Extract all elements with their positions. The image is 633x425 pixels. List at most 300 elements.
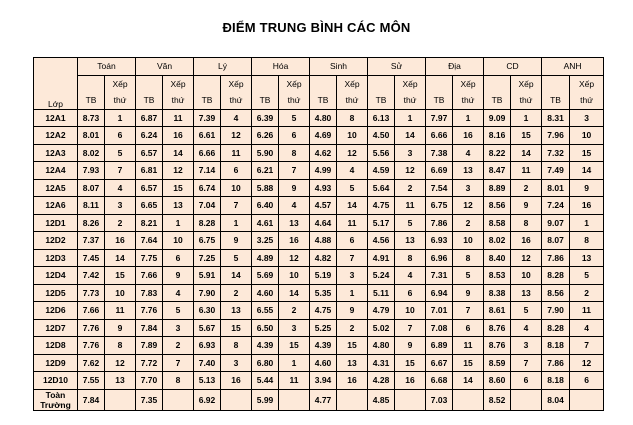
rank-cell: 4 — [279, 197, 310, 215]
average-score-cell: 8.61 — [484, 302, 511, 320]
school-rank-empty-cell — [105, 389, 136, 410]
rank-cell: 8 — [105, 337, 136, 355]
class-name-cell: 12A3 — [34, 144, 78, 162]
rank-cell: 11 — [221, 144, 252, 162]
class-name-cell: 12D3 — [34, 249, 78, 267]
rank-cell: 2 — [279, 302, 310, 320]
average-score-cell: 5.69 — [252, 267, 279, 285]
average-score-cell: 5.91 — [194, 267, 221, 285]
rank-cell: 1 — [279, 354, 310, 372]
school-average-cell: 8.04 — [542, 389, 570, 410]
school-total-label-line1: Toàn — [45, 389, 66, 400]
rank-cell: 9 — [570, 179, 604, 197]
rank-cell: 15 — [163, 179, 194, 197]
average-score-cell: 4.62 — [310, 144, 337, 162]
rank-cell: 1 — [221, 214, 252, 232]
table-row — [34, 284, 604, 302]
rank-header-bottom: thứ — [337, 92, 368, 109]
rank-cell: 12 — [279, 249, 310, 267]
average-score-cell: 6.13 — [368, 109, 395, 127]
rank-cell: 15 — [395, 354, 426, 372]
tb-header: TB — [426, 92, 453, 109]
rank-cell: 10 — [395, 302, 426, 320]
rank-cell: 5 — [279, 109, 310, 127]
rank-cell: 16 — [337, 372, 368, 390]
average-score-cell: 5.56 — [368, 144, 395, 162]
average-score-cell: 8.26 — [78, 214, 105, 232]
rank-cell: 8 — [221, 337, 252, 355]
average-score-cell: 8.07 — [542, 232, 570, 250]
rank-cell: 11 — [105, 302, 136, 320]
class-name-cell: 12D5 — [34, 284, 78, 302]
rank-cell: 6 — [395, 284, 426, 302]
average-score-cell: 5.24 — [368, 267, 395, 285]
subject-header: Văn — [136, 58, 194, 76]
class-name-cell: 12D9 — [34, 354, 78, 372]
rank-cell: 6 — [511, 372, 542, 390]
average-score-cell: 4.80 — [368, 337, 395, 355]
rank-cell: 11 — [279, 372, 310, 390]
school-average-cell: 6.92 — [194, 389, 221, 410]
rank-cell: 11 — [163, 109, 194, 127]
average-score-cell: 6.30 — [194, 302, 221, 320]
class-name-cell: 12D8 — [34, 337, 78, 355]
school-average-cell: 4.85 — [368, 389, 395, 410]
tb-header-spacer — [310, 75, 337, 92]
average-score-cell: 4.80 — [310, 109, 337, 127]
class-name-cell: 12D4 — [34, 267, 78, 285]
rank-cell: 13 — [337, 354, 368, 372]
rank-cell: 13 — [395, 232, 426, 250]
tb-header-spacer — [194, 75, 221, 92]
average-score-cell: 6.50 — [252, 319, 279, 337]
average-score-cell: 6.69 — [426, 162, 453, 180]
rank-cell: 16 — [279, 232, 310, 250]
subject-header: Địa — [426, 58, 484, 76]
average-score-cell: 7.32 — [542, 144, 570, 162]
rank-cell: 13 — [163, 197, 194, 215]
rank-cell: 15 — [105, 267, 136, 285]
rank-cell: 6 — [163, 249, 194, 267]
rank-cell: 15 — [570, 144, 604, 162]
rank-cell: 15 — [279, 337, 310, 355]
rank-cell: 16 — [511, 232, 542, 250]
average-score-cell: 5.02 — [368, 319, 395, 337]
average-score-cell: 7.42 — [78, 267, 105, 285]
average-score-cell: 8.28 — [194, 214, 221, 232]
average-score-cell: 5.44 — [252, 372, 279, 390]
rank-cell: 4 — [163, 284, 194, 302]
average-score-cell: 7.83 — [136, 284, 163, 302]
rank-cell: 9 — [279, 179, 310, 197]
average-score-cell: 8.73 — [78, 109, 105, 127]
rank-cell: 5 — [395, 214, 426, 232]
average-score-cell: 7.86 — [542, 249, 570, 267]
average-score-cell: 6.57 — [136, 144, 163, 162]
average-score-cell: 4.75 — [368, 197, 395, 215]
average-score-cell: 7.86 — [426, 214, 453, 232]
rank-cell: 5 — [221, 249, 252, 267]
rank-cell: 5 — [337, 179, 368, 197]
average-score-cell: 7.84 — [136, 319, 163, 337]
average-score-cell: 3.25 — [252, 232, 279, 250]
rank-cell: 1 — [453, 109, 484, 127]
average-score-cell: 7.25 — [194, 249, 221, 267]
average-score-cell: 8.02 — [78, 144, 105, 162]
average-score-cell: 7.37 — [78, 232, 105, 250]
rank-cell: 9 — [453, 284, 484, 302]
rank-cell: 15 — [511, 127, 542, 145]
rank-cell: 11 — [570, 302, 604, 320]
tb-header-spacer — [542, 75, 570, 92]
tb-header: TB — [194, 92, 221, 109]
average-score-cell: 6.57 — [136, 179, 163, 197]
rank-cell: 14 — [163, 144, 194, 162]
school-rank-empty-cell — [337, 389, 368, 410]
rank-cell: 11 — [511, 162, 542, 180]
average-score-cell: 8.21 — [136, 214, 163, 232]
rank-cell: 13 — [511, 284, 542, 302]
average-score-cell: 5.88 — [252, 179, 279, 197]
average-score-cell: 4.39 — [252, 337, 279, 355]
average-score-cell: 7.72 — [136, 354, 163, 372]
rank-cell: 2 — [395, 179, 426, 197]
tb-header: TB — [78, 92, 105, 109]
table-row — [34, 319, 604, 337]
rank-cell: 9 — [163, 267, 194, 285]
average-score-cell: 7.39 — [194, 109, 221, 127]
tb-header-spacer — [426, 75, 453, 92]
average-score-cell: 8.16 — [484, 127, 511, 145]
rank-cell: 1 — [511, 109, 542, 127]
average-score-cell: 6.65 — [136, 197, 163, 215]
average-score-cell: 4.59 — [368, 162, 395, 180]
average-score-cell: 8.11 — [78, 197, 105, 215]
rank-cell: 13 — [105, 372, 136, 390]
average-score-cell: 6.61 — [194, 127, 221, 145]
average-score-cell: 6.81 — [136, 162, 163, 180]
rank-header-bottom: thứ — [163, 92, 194, 109]
average-score-cell: 5.64 — [368, 179, 395, 197]
table-row — [34, 162, 604, 180]
average-score-cell: 9.09 — [484, 109, 511, 127]
average-score-cell: 7.40 — [194, 354, 221, 372]
class-column-header: Lớp — [34, 58, 78, 110]
rank-cell: 10 — [453, 232, 484, 250]
rank-cell: 14 — [105, 249, 136, 267]
rank-cell: 12 — [221, 127, 252, 145]
average-score-cell: 4.69 — [310, 127, 337, 145]
average-score-cell: 8.38 — [484, 284, 511, 302]
rank-cell: 14 — [221, 267, 252, 285]
school-average-cell: 8.52 — [484, 389, 511, 410]
rank-cell: 5 — [570, 267, 604, 285]
subject-header: Lý — [194, 58, 252, 76]
average-score-cell: 6.87 — [136, 109, 163, 127]
average-score-cell: 6.66 — [194, 144, 221, 162]
rank-cell: 7 — [163, 354, 194, 372]
rank-cell: 8 — [163, 372, 194, 390]
average-score-cell: 7.76 — [136, 302, 163, 320]
average-score-cell: 4.50 — [368, 127, 395, 145]
rank-cell: 5 — [105, 144, 136, 162]
subject-header: Hóa — [252, 58, 310, 76]
table-row — [34, 179, 604, 197]
average-score-cell: 4.89 — [252, 249, 279, 267]
rank-cell: 10 — [337, 127, 368, 145]
average-score-cell: 6.24 — [136, 127, 163, 145]
average-score-cell: 4.28 — [368, 372, 395, 390]
average-score-cell: 8.53 — [484, 267, 511, 285]
school-average-cell: 7.35 — [136, 389, 163, 410]
table-row — [34, 302, 604, 320]
subject-header: CD — [484, 58, 542, 76]
class-name-cell: 12D2 — [34, 232, 78, 250]
average-score-cell: 5.19 — [310, 267, 337, 285]
tb-header-spacer — [136, 75, 163, 92]
rank-cell: 10 — [570, 127, 604, 145]
scores-table — [33, 57, 604, 411]
table-row — [34, 267, 604, 285]
rank-cell: 11 — [395, 197, 426, 215]
rank-cell: 4 — [105, 179, 136, 197]
rank-cell: 9 — [511, 197, 542, 215]
average-score-cell: 6.74 — [194, 179, 221, 197]
rank-cell: 12 — [453, 197, 484, 215]
table-row — [34, 214, 604, 232]
table-row — [34, 232, 604, 250]
school-total-label — [34, 389, 78, 410]
rank-header-bottom: thứ — [105, 92, 136, 109]
average-score-cell: 8.76 — [484, 337, 511, 355]
rank-header-top: Xếp — [395, 75, 426, 92]
rank-cell: 7 — [221, 197, 252, 215]
average-score-cell: 4.93 — [310, 179, 337, 197]
tb-header-spacer — [78, 75, 105, 92]
rank-cell: 2 — [511, 179, 542, 197]
rank-header-top: Xếp — [570, 75, 604, 92]
rank-cell: 13 — [221, 302, 252, 320]
class-name-cell: 12D6 — [34, 302, 78, 320]
average-score-cell: 4.64 — [310, 214, 337, 232]
average-score-cell: 7.89 — [136, 337, 163, 355]
average-score-cell: 7.75 — [136, 249, 163, 267]
average-score-cell: 7.14 — [194, 162, 221, 180]
rank-cell: 16 — [453, 127, 484, 145]
average-score-cell: 5.90 — [252, 144, 279, 162]
average-score-cell: 4.82 — [310, 249, 337, 267]
rank-cell: 15 — [337, 337, 368, 355]
rank-cell: 6 — [453, 319, 484, 337]
rank-header-bottom: thứ — [511, 92, 542, 109]
rank-cell: 14 — [570, 162, 604, 180]
rank-cell: 2 — [221, 284, 252, 302]
table-row — [34, 109, 604, 127]
average-score-cell: 7.31 — [426, 267, 453, 285]
tb-header: TB — [484, 92, 511, 109]
average-score-cell: 8.58 — [484, 214, 511, 232]
rank-cell: 10 — [279, 267, 310, 285]
rank-header-top: Xếp — [163, 75, 194, 92]
average-score-cell: 7.66 — [78, 302, 105, 320]
rank-cell: 14 — [279, 284, 310, 302]
average-score-cell: 7.73 — [78, 284, 105, 302]
rank-cell: 4 — [337, 162, 368, 180]
school-rank-empty-cell — [221, 389, 252, 410]
rank-cell: 10 — [221, 179, 252, 197]
school-rank-empty-cell — [511, 389, 542, 410]
rank-cell: 13 — [279, 214, 310, 232]
average-score-cell: 4.75 — [310, 302, 337, 320]
tb-header: TB — [368, 92, 395, 109]
rank-cell: 8 — [279, 144, 310, 162]
rank-cell: 6 — [105, 127, 136, 145]
rank-header-top: Xếp — [511, 75, 542, 92]
average-score-cell: 6.89 — [426, 337, 453, 355]
average-score-cell: 7.38 — [426, 144, 453, 162]
rank-cell: 16 — [395, 372, 426, 390]
class-name-cell: 12A1 — [34, 109, 78, 127]
rank-cell: 6 — [221, 162, 252, 180]
tb-header: TB — [542, 92, 570, 109]
page-title: ĐIỂM TRUNG BÌNH CÁC MÔN — [222, 20, 411, 35]
average-score-cell: 4.56 — [368, 232, 395, 250]
average-score-cell: 5.11 — [368, 284, 395, 302]
rank-cell: 10 — [511, 267, 542, 285]
average-score-cell: 8.56 — [542, 284, 570, 302]
rank-cell: 1 — [395, 109, 426, 127]
average-score-cell: 8.01 — [542, 179, 570, 197]
rank-cell: 16 — [221, 372, 252, 390]
average-score-cell: 7.64 — [136, 232, 163, 250]
average-score-cell: 8.60 — [484, 372, 511, 390]
rank-cell: 7 — [279, 162, 310, 180]
average-score-cell: 6.96 — [426, 249, 453, 267]
average-score-cell: 7.66 — [136, 267, 163, 285]
average-score-cell: 4.91 — [368, 249, 395, 267]
subject-header: Sử — [368, 58, 426, 76]
average-score-cell: 5.35 — [310, 284, 337, 302]
average-score-cell: 7.90 — [194, 284, 221, 302]
rank-cell: 15 — [221, 319, 252, 337]
rank-cell: 3 — [395, 144, 426, 162]
rank-cell: 13 — [570, 249, 604, 267]
average-score-cell: 4.60 — [252, 284, 279, 302]
rank-cell: 2 — [163, 337, 194, 355]
table-row — [34, 372, 604, 390]
average-score-cell: 7.49 — [542, 162, 570, 180]
average-score-cell: 8.59 — [484, 354, 511, 372]
average-score-cell: 9.07 — [542, 214, 570, 232]
rank-header-top: Xếp — [105, 75, 136, 92]
rank-cell: 12 — [395, 162, 426, 180]
average-score-cell: 6.93 — [194, 337, 221, 355]
table-row — [34, 354, 604, 372]
rank-cell: 15 — [453, 354, 484, 372]
rank-cell: 8 — [453, 249, 484, 267]
class-name-cell: 12D7 — [34, 319, 78, 337]
average-score-cell: 8.02 — [484, 232, 511, 250]
tb-header: TB — [252, 92, 279, 109]
rank-cell: 3 — [570, 109, 604, 127]
average-score-cell: 4.61 — [252, 214, 279, 232]
average-score-cell: 7.93 — [78, 162, 105, 180]
average-score-cell: 8.18 — [542, 337, 570, 355]
subject-header: Toán — [78, 58, 136, 76]
rank-header-bottom: thứ — [395, 92, 426, 109]
average-score-cell: 6.75 — [426, 197, 453, 215]
rank-cell: 1 — [570, 214, 604, 232]
rank-cell: 3 — [105, 197, 136, 215]
rank-cell: 9 — [221, 232, 252, 250]
tb-header: TB — [136, 92, 163, 109]
school-rank-empty-cell — [279, 389, 310, 410]
school-rank-empty-cell — [163, 389, 194, 410]
average-score-cell: 8.31 — [542, 109, 570, 127]
class-name-cell: 12A2 — [34, 127, 78, 145]
rank-cell: 6 — [279, 127, 310, 145]
school-rank-empty-cell — [570, 389, 604, 410]
rank-cell: 1 — [337, 284, 368, 302]
tb-header-spacer — [484, 75, 511, 92]
rank-cell: 14 — [511, 144, 542, 162]
class-name-cell: 12D1 — [34, 214, 78, 232]
rank-cell: 12 — [337, 144, 368, 162]
rank-cell: 9 — [105, 319, 136, 337]
rank-header-top: Xếp — [221, 75, 252, 92]
rank-header-bottom: thứ — [453, 92, 484, 109]
rank-cell: 9 — [395, 337, 426, 355]
class-name-cell: 12A6 — [34, 197, 78, 215]
rank-top-header-row — [34, 75, 604, 92]
average-score-cell: 8.22 — [484, 144, 511, 162]
rank-cell: 10 — [163, 232, 194, 250]
average-score-cell: 6.67 — [426, 354, 453, 372]
subject-header: Sinh — [310, 58, 368, 76]
rank-cell: 12 — [163, 162, 194, 180]
rank-cell: 8 — [395, 249, 426, 267]
rank-cell: 11 — [337, 214, 368, 232]
rank-cell: 9 — [337, 302, 368, 320]
average-score-cell: 8.40 — [484, 249, 511, 267]
rank-header-bottom: thứ — [279, 92, 310, 109]
average-score-cell: 7.01 — [426, 302, 453, 320]
average-score-cell: 6.94 — [426, 284, 453, 302]
average-score-cell: 5.25 — [310, 319, 337, 337]
school-total-label-line2: Trường — [40, 399, 71, 410]
average-score-cell: 8.76 — [484, 319, 511, 337]
average-score-cell: 8.28 — [542, 267, 570, 285]
rank-cell: 13 — [453, 162, 484, 180]
rank-cell: 4 — [453, 144, 484, 162]
rank-cell: 12 — [511, 249, 542, 267]
rank-cell: 12 — [570, 354, 604, 372]
average-score-cell: 8.56 — [484, 197, 511, 215]
average-score-cell: 7.62 — [78, 354, 105, 372]
rank-cell: 16 — [163, 127, 194, 145]
average-score-cell: 3.94 — [310, 372, 337, 390]
average-score-cell: 7.45 — [78, 249, 105, 267]
rank-header-top: Xếp — [279, 75, 310, 92]
average-score-cell: 8.01 — [78, 127, 105, 145]
average-score-cell: 8.18 — [542, 372, 570, 390]
school-rank-empty-cell — [453, 389, 484, 410]
rank-cell: 2 — [337, 319, 368, 337]
rank-cell: 4 — [221, 109, 252, 127]
average-score-cell: 7.54 — [426, 179, 453, 197]
rank-header-top: Xếp — [337, 75, 368, 92]
average-score-cell: 4.57 — [310, 197, 337, 215]
